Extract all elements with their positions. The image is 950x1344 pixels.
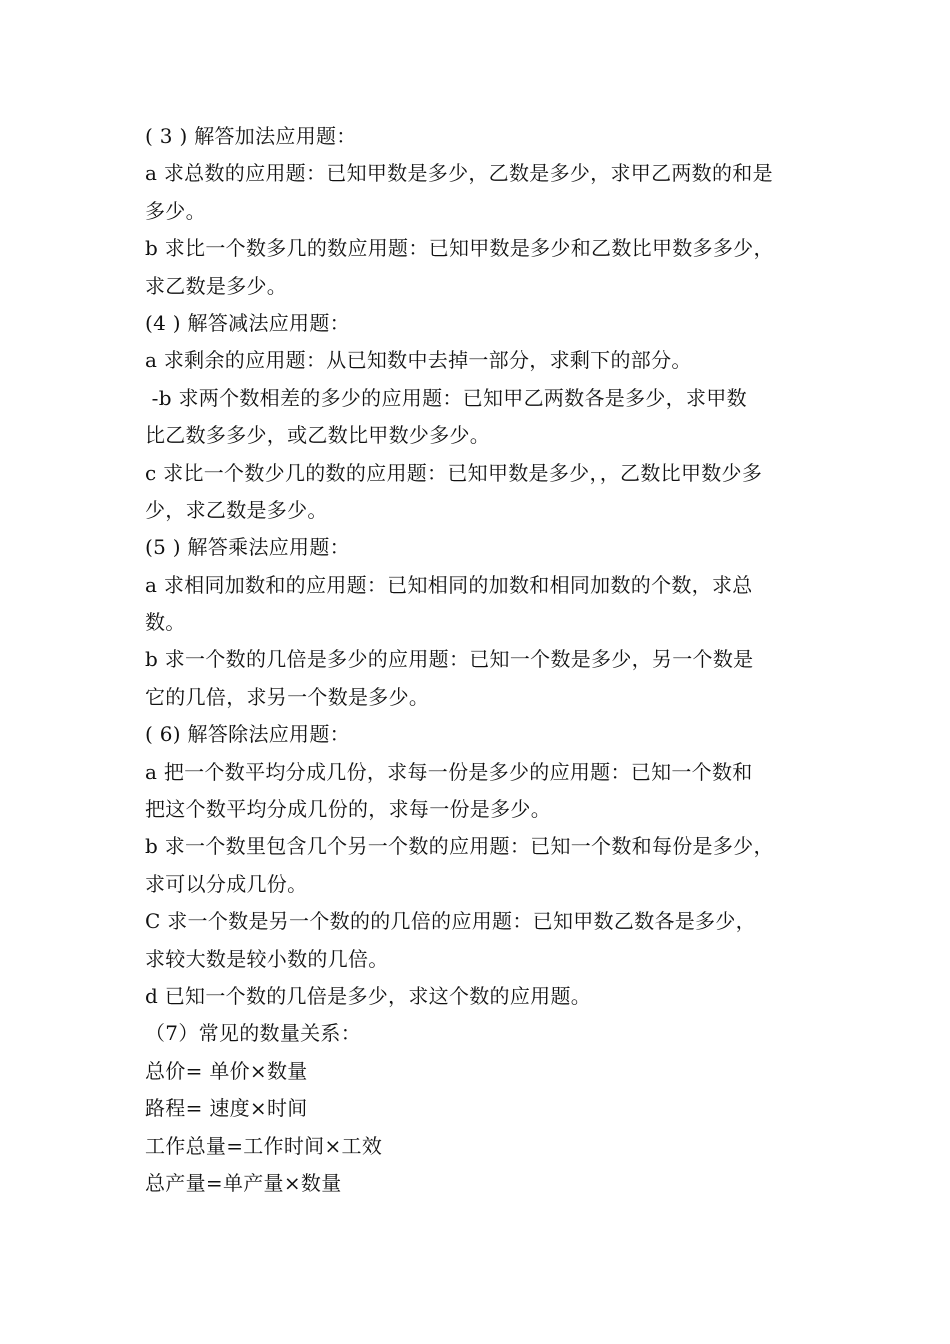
paragraph-line: 求乙数是多少。: [145, 273, 288, 298]
section-heading-multiplication: (5 ) 解答乘法应用题：: [145, 535, 350, 560]
formula-line: 路程= 速度×时间: [145, 1096, 308, 1121]
paragraph-line: 求较大数是较小数的几倍。: [145, 946, 389, 971]
paragraph-line: 数。: [145, 610, 186, 635]
paragraph-line: -b 求两个数相差的多少的应用题：已知甲乙两数各是多少，求甲数: [145, 385, 747, 410]
section-heading-subtraction: (4 ) 解答减法应用题：: [145, 310, 350, 335]
paragraph-line: a 把一个数平均分成几份，求每一份是多少的应用题：已知一个数和: [145, 759, 753, 784]
paragraph-line: C 求一个数是另一个数的的几倍的应用题：已知甲数乙数各是多少，: [145, 909, 756, 934]
paragraph-line: 少，求乙数是多少。: [145, 497, 328, 522]
paragraph-line: 把这个数平均分成几份的，求每一份是多少。: [145, 797, 551, 822]
paragraph-line: d 已知一个数的几倍是多少，求这个数的应用题。: [145, 983, 592, 1008]
formula-line: 工作总量=工作时间×工效: [145, 1133, 383, 1158]
section-heading-quantity-relations: （7）常见的数量关系：: [145, 1021, 362, 1046]
formula-line: 总产量=单产量×数量: [145, 1170, 342, 1195]
paragraph-line: a 求相同加数和的应用题：已知相同的加数和相同加数的个数，求总: [145, 572, 753, 597]
section-heading-addition: ( 3 ) 解答加法应用题：: [145, 124, 357, 148]
paragraph-line: b 求一个数里包含几个另一个数的应用题：已知一个数和每份是多少，: [145, 834, 774, 859]
paragraph-line: 多少。: [145, 198, 206, 223]
paragraph-line: c 求比一个数少几的数的应用题：已知甲数是多少，，乙数比甲数少多: [145, 460, 763, 485]
paragraph-line: b 求比一个数多几的数应用题：已知甲数是多少和乙数比甲数多多少，: [145, 236, 774, 261]
paragraph-line: 求可以分成几份。: [145, 871, 308, 896]
document-body: [145, 118, 825, 1202]
paragraph-line: b 求一个数的几倍是多少的应用题：已知一个数是多少，另一个数是: [145, 647, 754, 672]
section-heading-division: ( 6) 解答除法应用题：: [145, 722, 350, 747]
paragraph-line: a 求剩余的应用题：从已知数中去掉一部分，求剩下的部分。: [145, 348, 692, 373]
paragraph-line: a 求总数的应用题：已知甲数是多少，乙数是多少，求甲乙两数的和是: [145, 161, 773, 186]
paragraph-line: 比乙数多多少，或乙数比甲数少多少。: [145, 423, 491, 448]
formula-line: 总价= 单价×数量: [145, 1058, 308, 1083]
paragraph-line: 它的几倍，求另一个数是多少。: [145, 684, 430, 709]
